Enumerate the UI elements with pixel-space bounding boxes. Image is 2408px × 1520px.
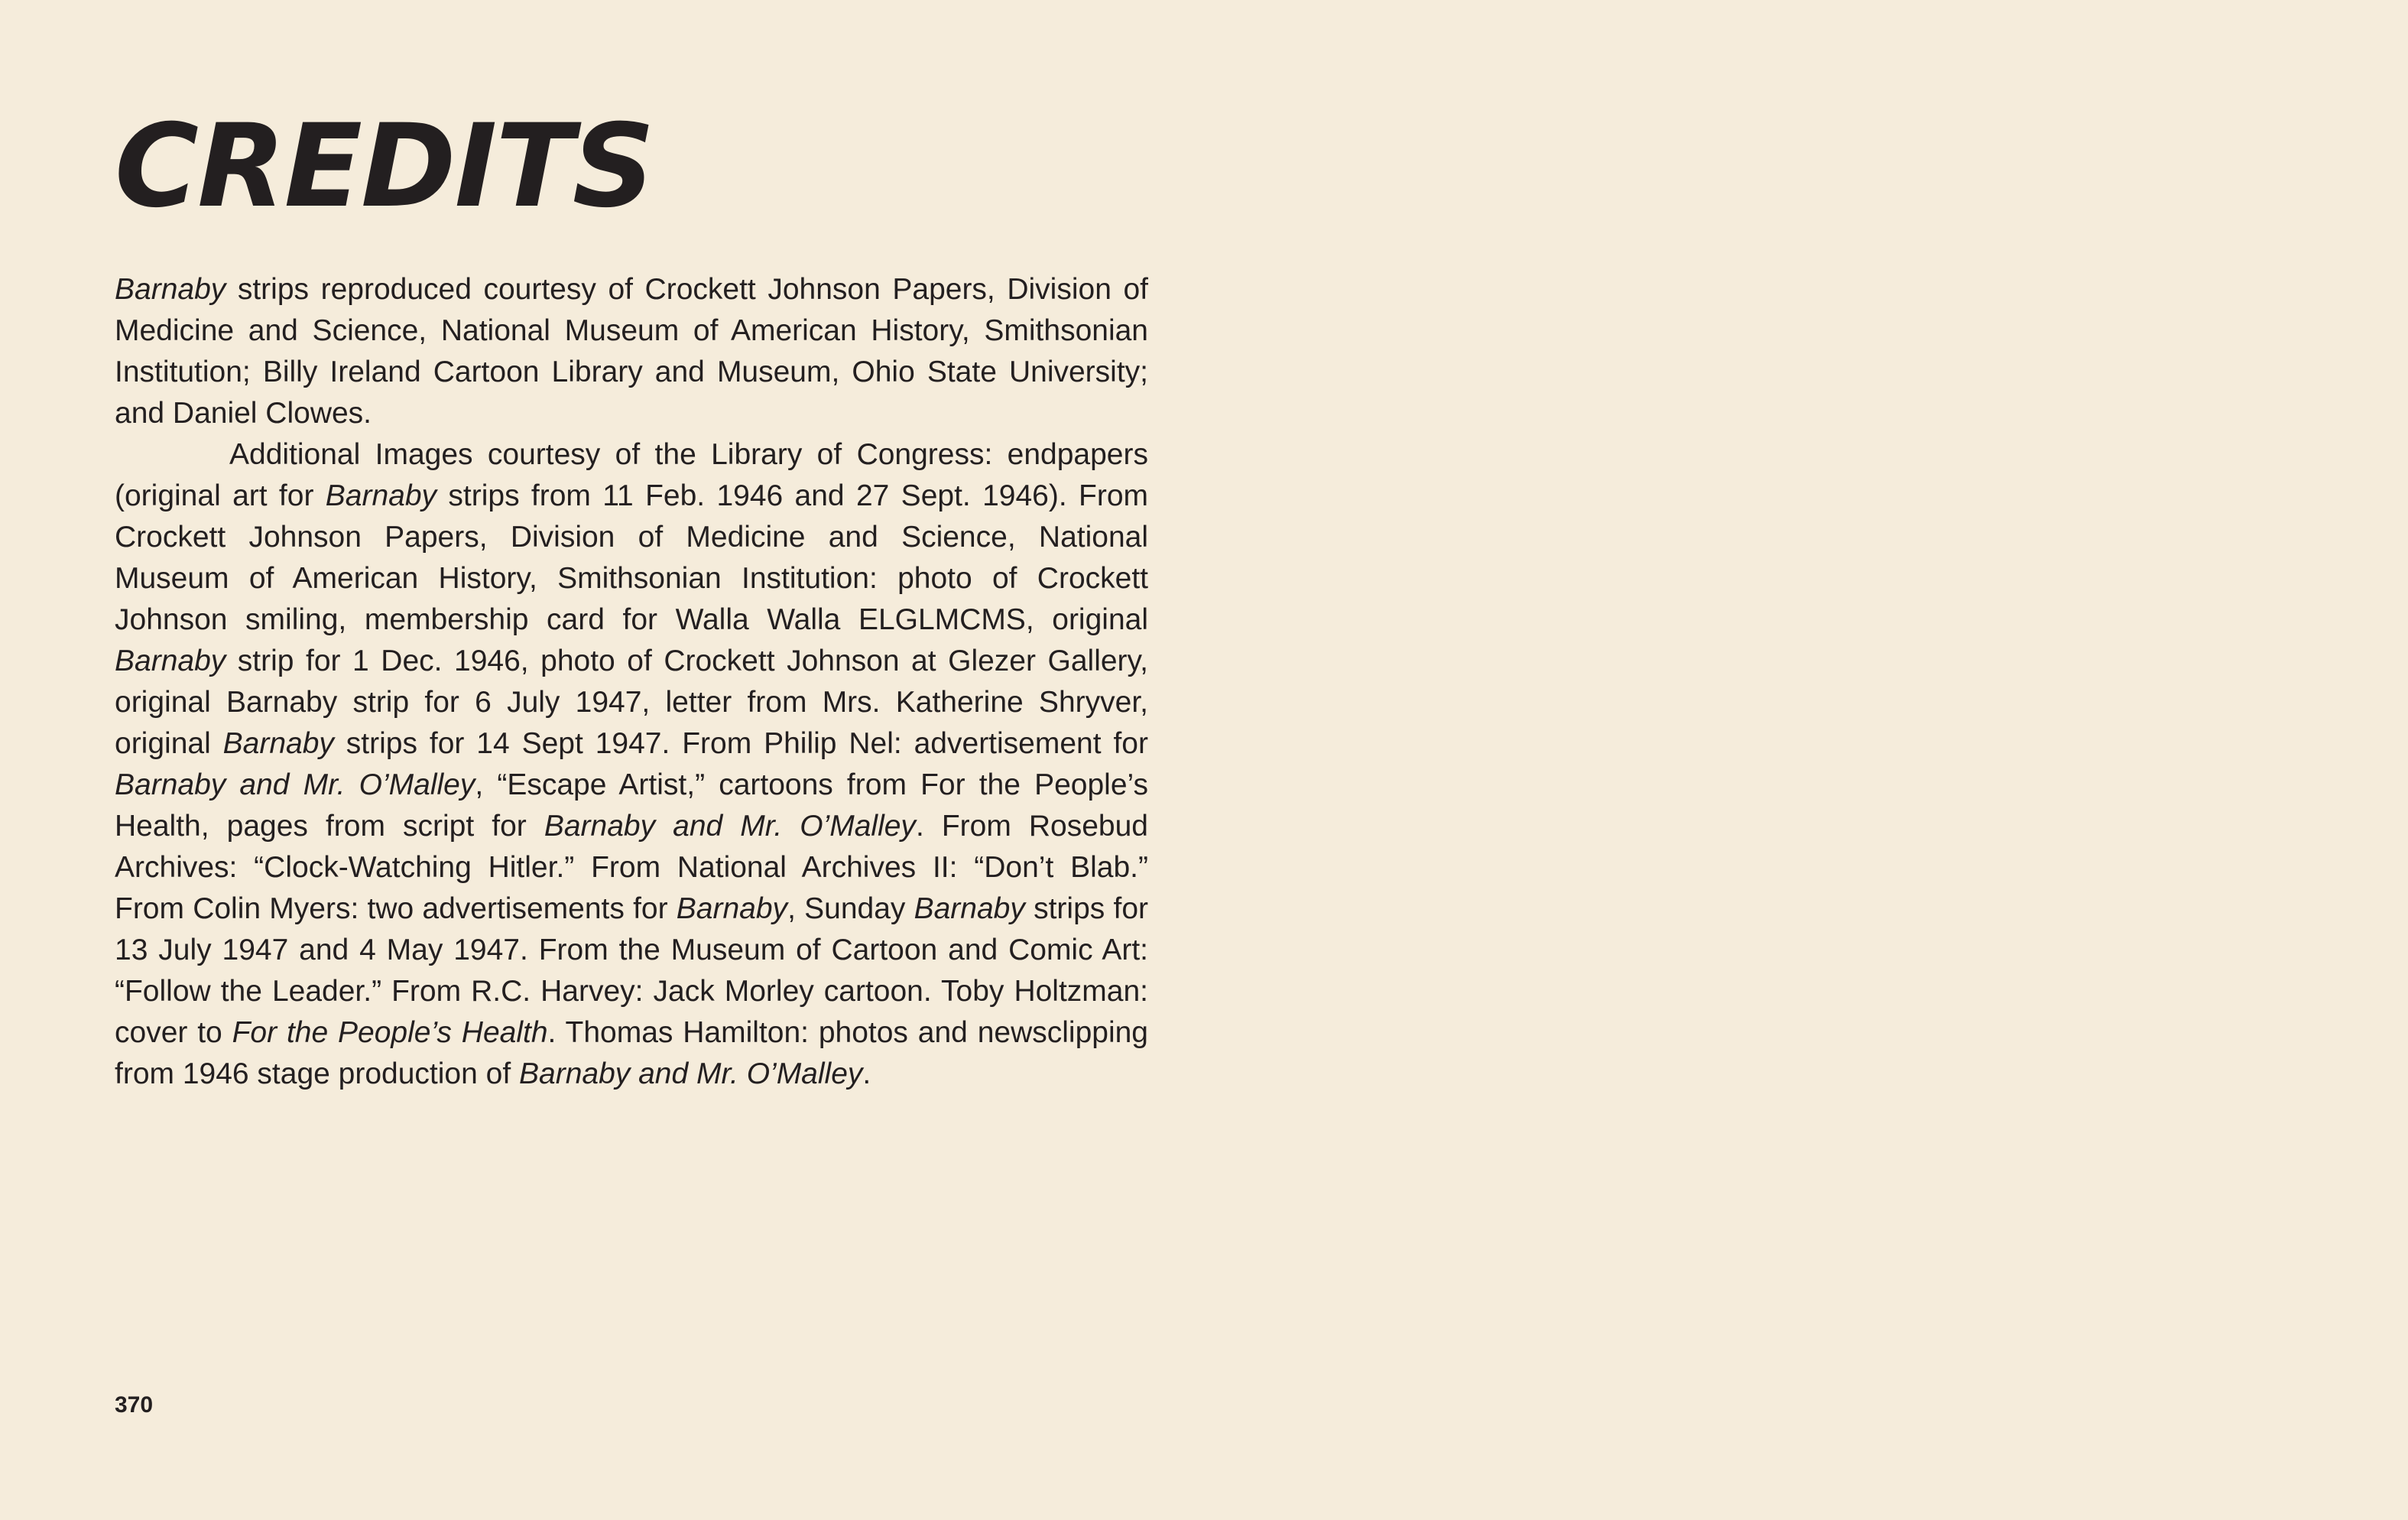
page-title: CREDITS — [115, 100, 654, 233]
text-run: strips reproduced courtesy of Crockett Johnson Papers, Division of Medicine and Science, National Museum of American History, Smithsonian Institution; Billy Ireland Cartoon Library and Museum, Ohio State University; and Daniel Clowes. — [115, 273, 1148, 430]
text-run: strips for 14 Sept 1947. From Philip Nel: advertisement for — [333, 727, 1148, 760]
italic-title: Barnaby — [115, 645, 226, 677]
italic-title: Barnaby — [115, 273, 226, 306]
italic-title: Barnaby — [914, 892, 1025, 925]
italic-title: Barnaby and Mr. O’Malley — [115, 768, 475, 801]
text-run: . — [862, 1057, 871, 1090]
italic-title: Barnaby and Mr. O’Malley — [544, 810, 916, 843]
italic-title: Barnaby and Mr. O’Malley — [519, 1057, 863, 1090]
text-run: strips for 13 July 1947 and 4 May 1947. From the Museum of Cartoon and Comic Art: “Follow the Leader.” From R.C. Harvey: Jack Morley cartoon. Toby Holtzman: cover to — [115, 892, 1148, 1049]
italic-title: Barnaby — [222, 727, 334, 760]
italic-title: Barnaby — [676, 892, 788, 925]
text-run: , Sunday — [787, 892, 914, 925]
credits-paragraph-1 — [115, 269, 1148, 434]
text-run: . From Rosebud Archives: “Clock-Watching Hitler.” From National Archives II: “Don’t Blab.” From Colin Myers: two advertisements for — [115, 810, 1149, 925]
italic-title: Barnaby — [325, 479, 437, 512]
credits-body — [115, 269, 1148, 1095]
text-run: strip for 1 Dec. 1946, photo of Crockett Johnson at Glezer Gallery, original Barnaby strip for 6 July 1947, letter from Mrs. Katherine Shryver, original — [115, 645, 1148, 760]
text-run: , “Escape Artist,” cartoons from For the People’s Health, pages from script for — [115, 768, 1148, 843]
page-number: 370 — [115, 1392, 154, 1418]
text-run: Additional Images courtesy of the Library of Congress: endpapers (original art for — [115, 438, 1148, 512]
credits-paragraph-2 — [115, 434, 1148, 1095]
text-run: strips from 11 Feb. 1946 and 27 Sept. 1946). From Crockett Johnson Papers, Division of Medicine and Science, National Museum of American History, Smithsonian Institution: photo of Crockett Johnson smiling, membership card for Walla Walla ELGLMCMS, original — [115, 479, 1148, 636]
italic-title: For the People’s Health — [232, 1016, 548, 1049]
text-run: . Thomas Hamilton: photos and newsclipping from 1946 stage production of — [115, 1016, 1148, 1090]
